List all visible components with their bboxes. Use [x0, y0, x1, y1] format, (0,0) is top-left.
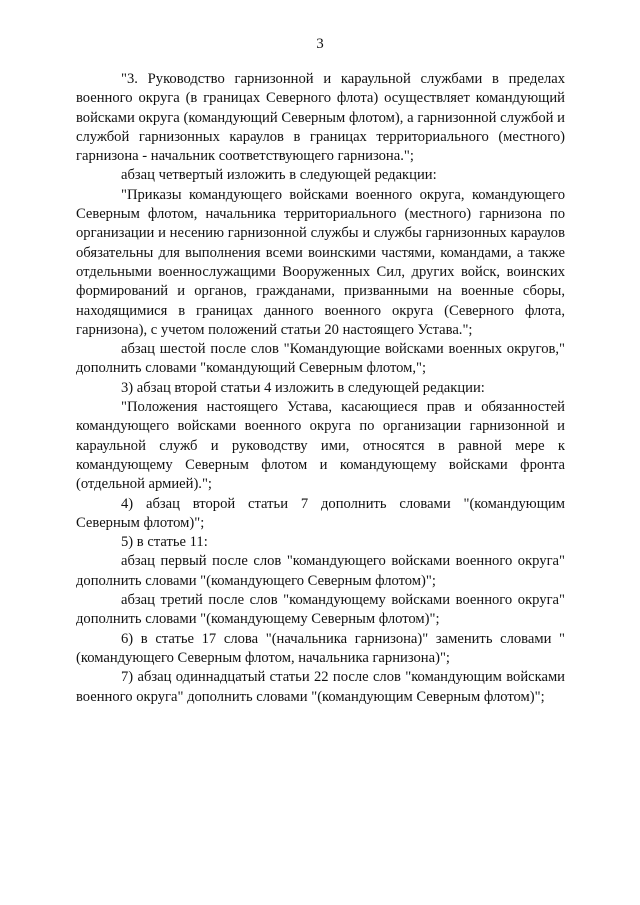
- paragraph-item-6: 6) в статье 17 слова "(начальника гарнизона)" заменить словами "(командующего Северным флотом, начальника гарнизона)";: [76, 630, 565, 666]
- paragraph-item-7: 7) абзац одиннадцатый статьи 22 после слов "командующим войсками военного округа" дополнить словами "(командующим Северным флотом)";: [76, 669, 565, 705]
- page-number: 3: [316, 36, 324, 52]
- paragraph-item-5: 5) в статье 11:: [121, 534, 208, 551]
- paragraph-orders: "Приказы командующего войсками военного округа, командующего Северным флотом, начальника территориального (местного) гарнизона по организации и несению гарнизонной службы и службы гарнизонных караулов обязательны для выполнения всеми воинскими частями, командами, а также отдельными военнослужащими Вооруженных Сил, других войск, воинских формирований и органов, гражданами, призванными на военные сборы, находящимися в границах данного военного округа (Северного флота, гарнизона), с учетом положений статьи 20 настоящего Устава.";: [76, 186, 565, 338]
- paragraph-item-5-third: абзац третий после слов "командующему войсками военного округа" дополнить словами "(командующему Северным флотом)";: [76, 592, 565, 628]
- paragraph-item-5-first: абзац первый после слов "командующего войсками военного округа" дополнить словами "(командующего Северным флотом)";: [76, 553, 565, 589]
- paragraph-item-3: 3) абзац второй статьи 4 изложить в следующей редакции:: [121, 379, 485, 396]
- paragraph-clause-3: "3. Руководство гарнизонной и караульной службами в пределах военного округа (в границах Северного флота) осуществляет командующий войсками округа (командующий Северным флотом), а гарнизонной службой и службой гарнизонных караулов в границах территориального (местного) гарнизона - начальник соответствующего гарнизона.";: [76, 71, 565, 165]
- paragraph-provisions: "Положения настоящего Устава, касающиеся прав и обязанностей командующего войсками военного округа по организации гарнизонной и караульной служб и руководству ими, относятся в равной мере к командующему Северным флотом и командующему войсками фронта (отдельной армией).";: [76, 399, 565, 493]
- paragraph-item-4: 4) абзац второй статьи 7 дополнить словами "(командующим Северным флотом)";: [76, 495, 565, 531]
- paragraph-sixth-abzac: абзац шестой после слов "Командующие войсками военных округов," дополнить словами "командующий Северным флотом,";: [76, 341, 565, 377]
- paragraph-fourth-abzac-intro: абзац четвертый изложить в следующей редакции:: [121, 167, 437, 184]
- document-body: [76, 70, 565, 707]
